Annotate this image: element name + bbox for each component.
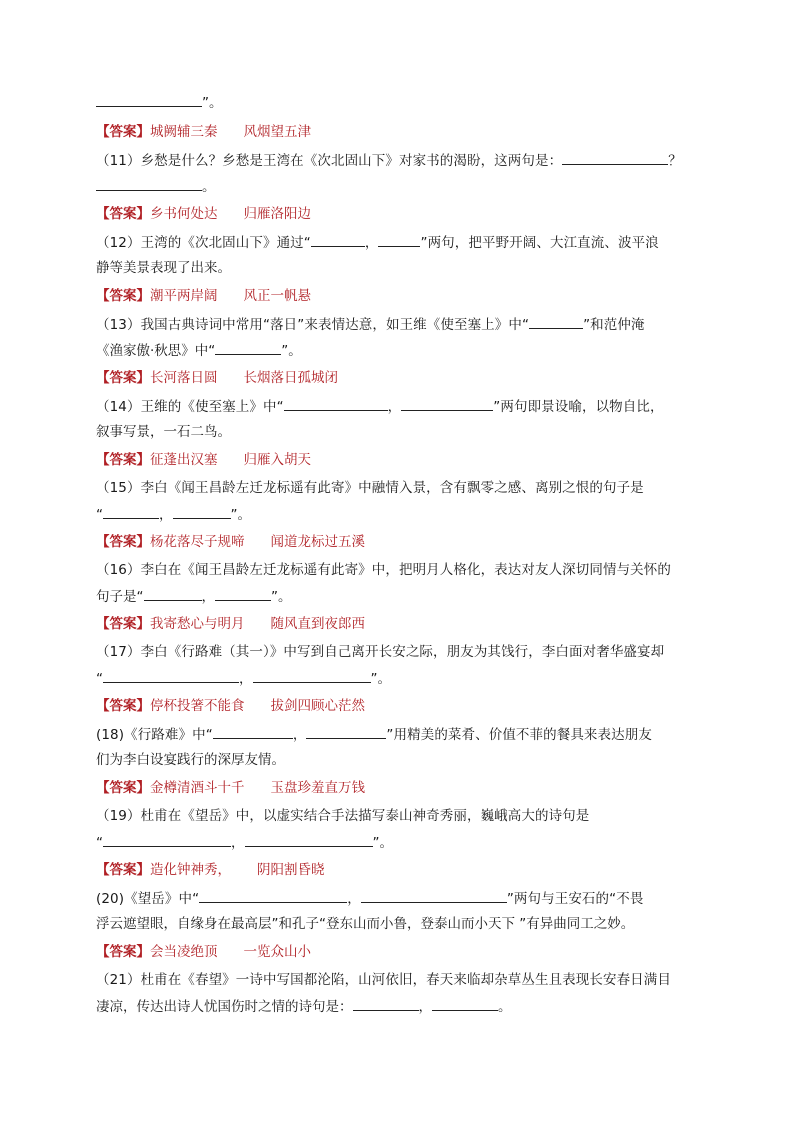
question-16: （16）李白在《闻王昌龄左迁龙标遥有此寄》中，把明月人格化，表达对友人深切同情与关怀的 — [96, 562, 671, 578]
answer-blank — [215, 340, 281, 355]
question-16-line2: 句子是“ ， ”。 — [96, 586, 706, 607]
question-14: （14）王维的《使至塞上》中“ ， ”两句即景设喻，以物自比， — [96, 396, 706, 417]
answer-blank — [215, 586, 271, 601]
question-11: （11）乡愁是什么？乡愁是王湾在《次北固山下》对家书的渴盼，这两句是： ？ — [96, 150, 706, 171]
question-14-line2: 叙事写景，一石二鸟。 — [96, 424, 231, 440]
question-11-line2: 。 — [96, 176, 706, 197]
question-15-line2: “ ， ”。 — [96, 504, 706, 525]
question-20-line2: 浮云遮望眼，自缘身在最高层”和孔子“登东山而小鲁，登泰山而小天下 ”有异曲同工之妙。 — [96, 916, 635, 932]
question-18: (18)《行路难》中“ ， ”用精美的菜肴、价值不菲的餐具来表达朋友 — [96, 724, 706, 745]
answer-blank — [103, 668, 239, 683]
question-15: （15）李白《闻王昌龄左迁龙标遥有此寄》中融情入景，含有飘零之感、离别之恨的句子是 — [96, 480, 644, 496]
answer-blank — [103, 504, 159, 519]
answer-10: 【答案】城阙辅三秦 风烟望五津 — [96, 124, 311, 140]
answer-blank — [173, 504, 231, 519]
question-20: (20)《望岳》中“ ， ”两句与王安石的“不畏 — [96, 888, 706, 909]
answer-13: 【答案】长河落日圆 长烟落日孤城闭 — [96, 370, 338, 386]
question-17-line2: “ ， ”。 — [96, 668, 706, 689]
answer-20: 【答案】会当凌绝顶 一览众山小 — [96, 944, 311, 960]
question-12-line2: 静等美景表现了出来。 — [96, 260, 231, 276]
answer-blank — [284, 396, 388, 411]
answer-blank — [96, 176, 202, 191]
answer-blank — [96, 92, 202, 107]
answer-19: 【答案】造化钟神秀， 阴阳割昏晓 — [96, 862, 325, 878]
question-21-line2: 凄凉，传达出诗人忧国伤时之情的诗句是： ， 。 — [96, 996, 706, 1017]
answer-blank — [245, 832, 373, 847]
question-17: （17）李白《行路难（其一）》中写到自己离开长安之际，朋友为其饯行，李白面对奢华盛宴却 — [96, 644, 665, 660]
answer-blank — [353, 996, 419, 1011]
answer-blank — [253, 668, 371, 683]
answer-blank — [432, 996, 498, 1011]
answer-blank — [199, 888, 347, 903]
answer-11: 【答案】乡书何处达 归雁洛阳边 — [96, 206, 311, 222]
answer-blank — [529, 314, 583, 329]
question-19: （19）杜甫在《望岳》中，以虚实结合手法描写泰山神奇秀丽，巍峨高大的诗句是 — [96, 808, 590, 824]
answer-18: 【答案】金樽清酒斗十千 玉盘珍羞直万钱 — [96, 780, 365, 796]
question-10-tail: ”。 — [96, 92, 706, 113]
answer-17: 【答案】停杯投箸不能食 拔剑四顾心茫然 — [96, 698, 365, 714]
question-21: （21）杜甫在《春望》一诗中写国都沦陷，山河依旧，春天来临却杂草丛生且表现长安春日满目 — [96, 972, 671, 988]
answer-tag: 【答案】 — [96, 124, 150, 140]
answer-14: 【答案】征蓬出汉塞 归雁入胡天 — [96, 452, 311, 468]
answer-blank — [311, 232, 365, 247]
answer-15: 【答案】杨花落尽子规啼 闻道龙标过五溪 — [96, 534, 365, 550]
answer-blank — [562, 150, 668, 165]
answer-blank — [213, 724, 293, 739]
answer-blank — [144, 586, 202, 601]
answer-blank — [361, 888, 507, 903]
answer-blank — [103, 832, 231, 847]
question-13-line2: 《渔家傲·秋思》中“ ”。 — [96, 340, 706, 361]
answer-blank — [401, 396, 493, 411]
answer-12: 【答案】潮平两岸阔 风正一帆悬 — [96, 288, 311, 304]
question-18-line2: 们为李白设宴践行的深厚友情。 — [96, 752, 285, 768]
answer-blank — [306, 724, 386, 739]
question-13: （13）我国古典诗词中常用“落日”来表情达意，如王维《使至塞上》中“ ”和范仲淹 — [96, 314, 706, 335]
answer-16: 【答案】我寄愁心与明月 随风直到夜郎西 — [96, 616, 365, 632]
answer-blank — [378, 232, 420, 247]
question-19-line2: “ ， ”。 — [96, 832, 706, 853]
question-12: （12）王湾的《次北固山下》通过“ ， ”两句，把平野开阔、大江直流、波平浪 — [96, 232, 706, 253]
